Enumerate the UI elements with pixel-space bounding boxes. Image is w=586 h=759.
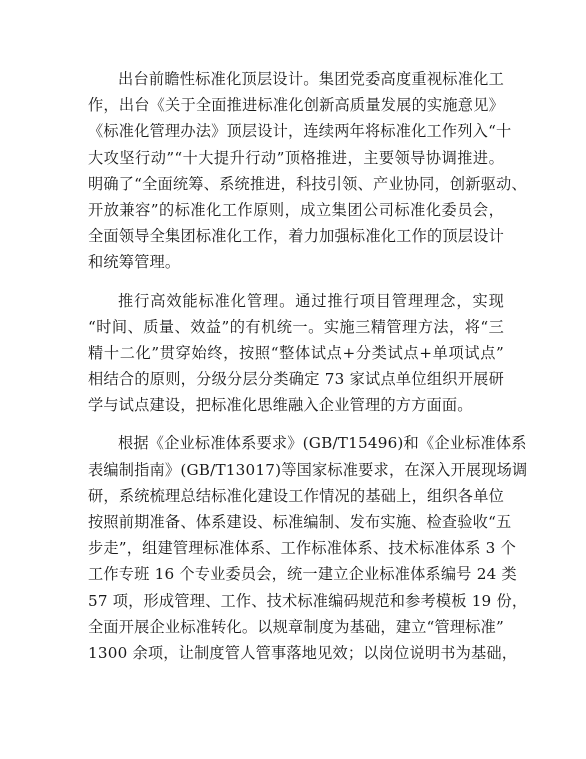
text-line: 开放兼容”的标准化工作原则，成立集团公司标准化委员会， [88, 200, 504, 219]
text-line: 大攻坚行动”“十大提升行动”顶格推进，主要领导协调推进。 [88, 148, 504, 167]
text-line: 按照前期准备、体系建设、标准编制、发布实施、检查验收“五 [88, 513, 512, 531]
text-line: 学与试点建设，把标准化思维融入企业管理的方方面面。 [88, 396, 473, 415]
text-line: 精十二化”贯穿始终，按照“整体试点+分类试点+单项试点” [88, 343, 505, 362]
text-line: 推行高效能标准化管理。通过推行项目管理理念，实现 [118, 291, 504, 310]
text-line: 研，系统梳理总结标准化建设工作情况的基础上，组织各单位 [88, 486, 504, 505]
paragraph-standardization-management [88, 288, 504, 419]
text-line: “时间、质量、效益”的有机统一。实施三精管理方法，将“三 [88, 317, 504, 336]
document-body [88, 66, 528, 666]
paragraph-gap [88, 418, 504, 430]
text-line: 表编制指南》(GB/T13017)等国家标准要求，在深入开展现场调 [88, 460, 528, 479]
text-line: 作，出台《关于全面推进标准化创新高质量发展的实施意见》 [88, 96, 504, 115]
text-line: 根据《企业标准体系要求》(GB/T15496)和《企业标准体系 [118, 434, 527, 453]
text-line: 出台前瞻性标准化顶层设计。集团党委高度重视标准化工 [118, 70, 504, 88]
text-line: 1300 余项，让制度管人管事落地见效；以岗位说明书为基础， [88, 643, 518, 662]
text-line: 和统筹管理。 [88, 253, 181, 272]
text-line: 全面领导全集团标准化工作，着力加强标准化工作的顶层设计 [88, 227, 504, 246]
text-line: 工作专班 16 个专业委员会，统一建立企业标准体系编号 24 类 [88, 565, 517, 584]
text-line: 57 项，形成管理、工作、技术标准编码规范和参考模板 19 份， [88, 591, 528, 610]
paragraph-standard-system [88, 430, 528, 666]
paragraph-standardization-design [88, 66, 527, 276]
text-line: 全面开展企业标准转化。以规章制度为基础，建立“管理标准” [88, 617, 505, 636]
text-line: 相结合的原则，分级分层分类确定 73 家试点单位组织开展研 [88, 370, 504, 389]
text-line: 《标准化管理办法》顶层设计，连续两年将标准化工作列入“十 [88, 122, 512, 141]
text-line: 明确了“全面统筹、系统推进，科技引领、产业协同，创新驱动、 [88, 174, 527, 193]
paragraph-gap [88, 276, 504, 288]
text-line: 步走”，组建管理标准体系、工作标准体系、技术标准体系 3 个 [88, 539, 516, 558]
